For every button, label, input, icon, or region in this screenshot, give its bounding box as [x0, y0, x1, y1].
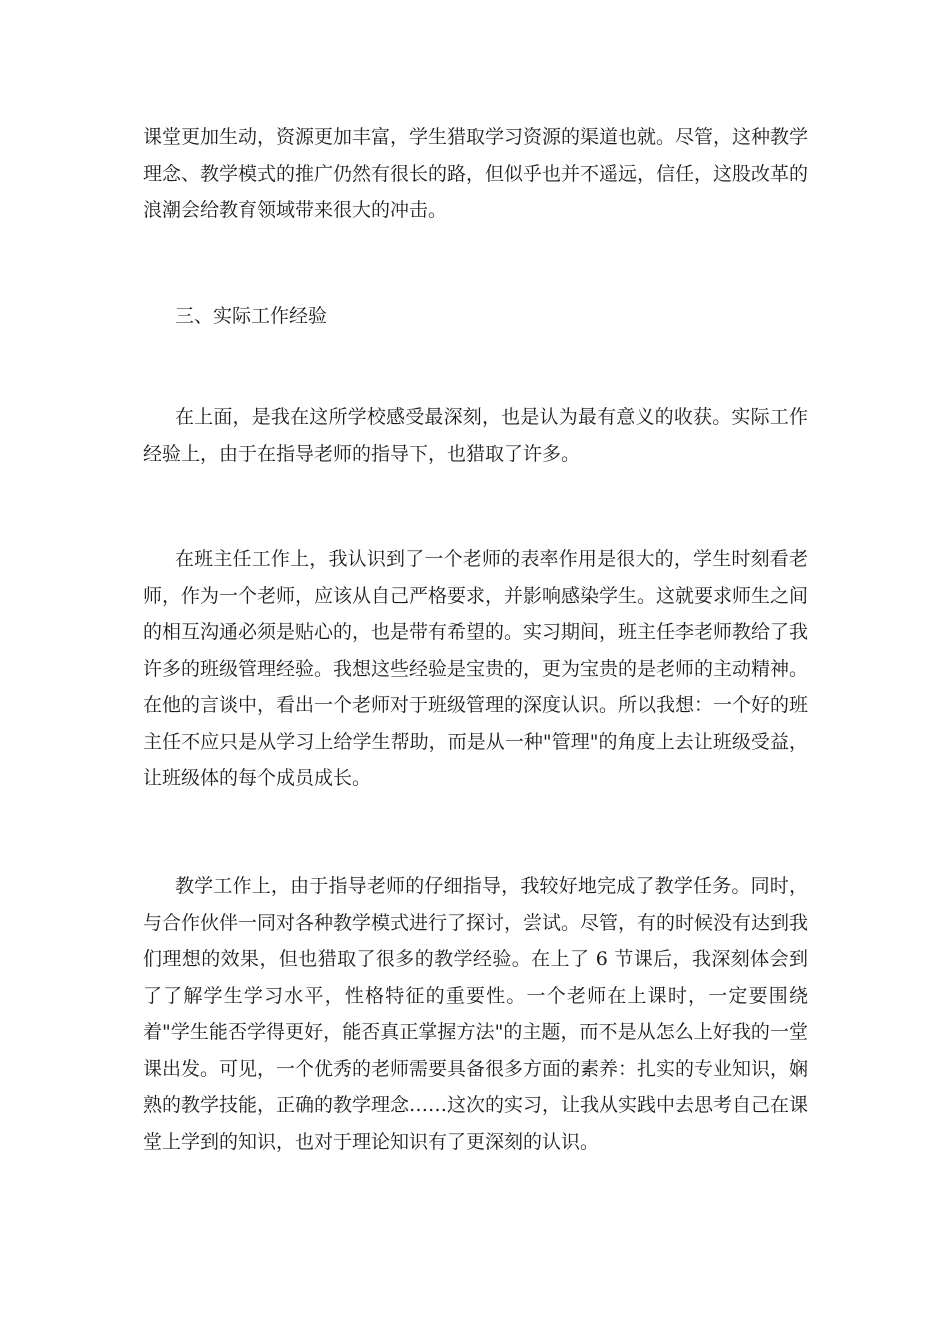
section-heading: 三、实际工作经验: [175, 305, 328, 327]
paragraph-teaching: 教学工作上，由于指导老师的仔细指导，我较好地完成了教学任务。同时，与合作伙伴一同对各种教学模式进行了探讨，尝试。尽管，有的时候没有达到我们理想的效果，但也猎取了很多的教学经验。在上了 6 节课后，我深刻体会到了了解学生学习水平，性格特征的重要性。一个老师在上课时，一定要围绕着"学生能否学得更好，能否真正掌握方法"的主题，而不是从怎么上好我的一堂课出发。可见，一个优秀的老师需要具备很多方面的素养：扎实的专业知识，娴熟的教学技能，正确的教学理念……这次的实习，让我从实践中去思考自己在课堂上学到的知识，也对于理论知识有了更深刻的认识。: [143, 875, 809, 1153]
paragraph-intro: 课堂更加生动，资源更加丰富，学生猎取学习资源的渠道也就。尽管，这种教学理念、教学模式的推广仍然有很长的路，但似乎也并不遥远，信任，这股改革的浪潮会给教育领域带来很大的冲击。: [143, 126, 809, 221]
paragraph-class-teacher: 在班主任工作上，我认识到了一个老师的表率作用是很大的，学生时刻看老师，作为一个老师，应该从自己严格要求，并影响感染学生。这就要求师生之间的相互沟通必须是贴心的，也是带有希望的。实习期间，班主任李老师教给了我许多的班级管理经验。我想这些经验是宝贵的，更为宝贵的是老师的主动精神。在他的言谈中，看出一个老师对于班级管理的深度认识。所以我想：一个好的班主任不应只是从学习上给学生帮助，而是从一种"管理"的角度上去让班级受益，让班级体的每个成员成长。: [143, 548, 809, 789]
paragraph-experience: 在上面，是我在这所学校感受最深刻，也是认为最有意义的收获。实际工作经验上，由于在指导老师的指导下，也猎取了许多。: [143, 406, 808, 465]
